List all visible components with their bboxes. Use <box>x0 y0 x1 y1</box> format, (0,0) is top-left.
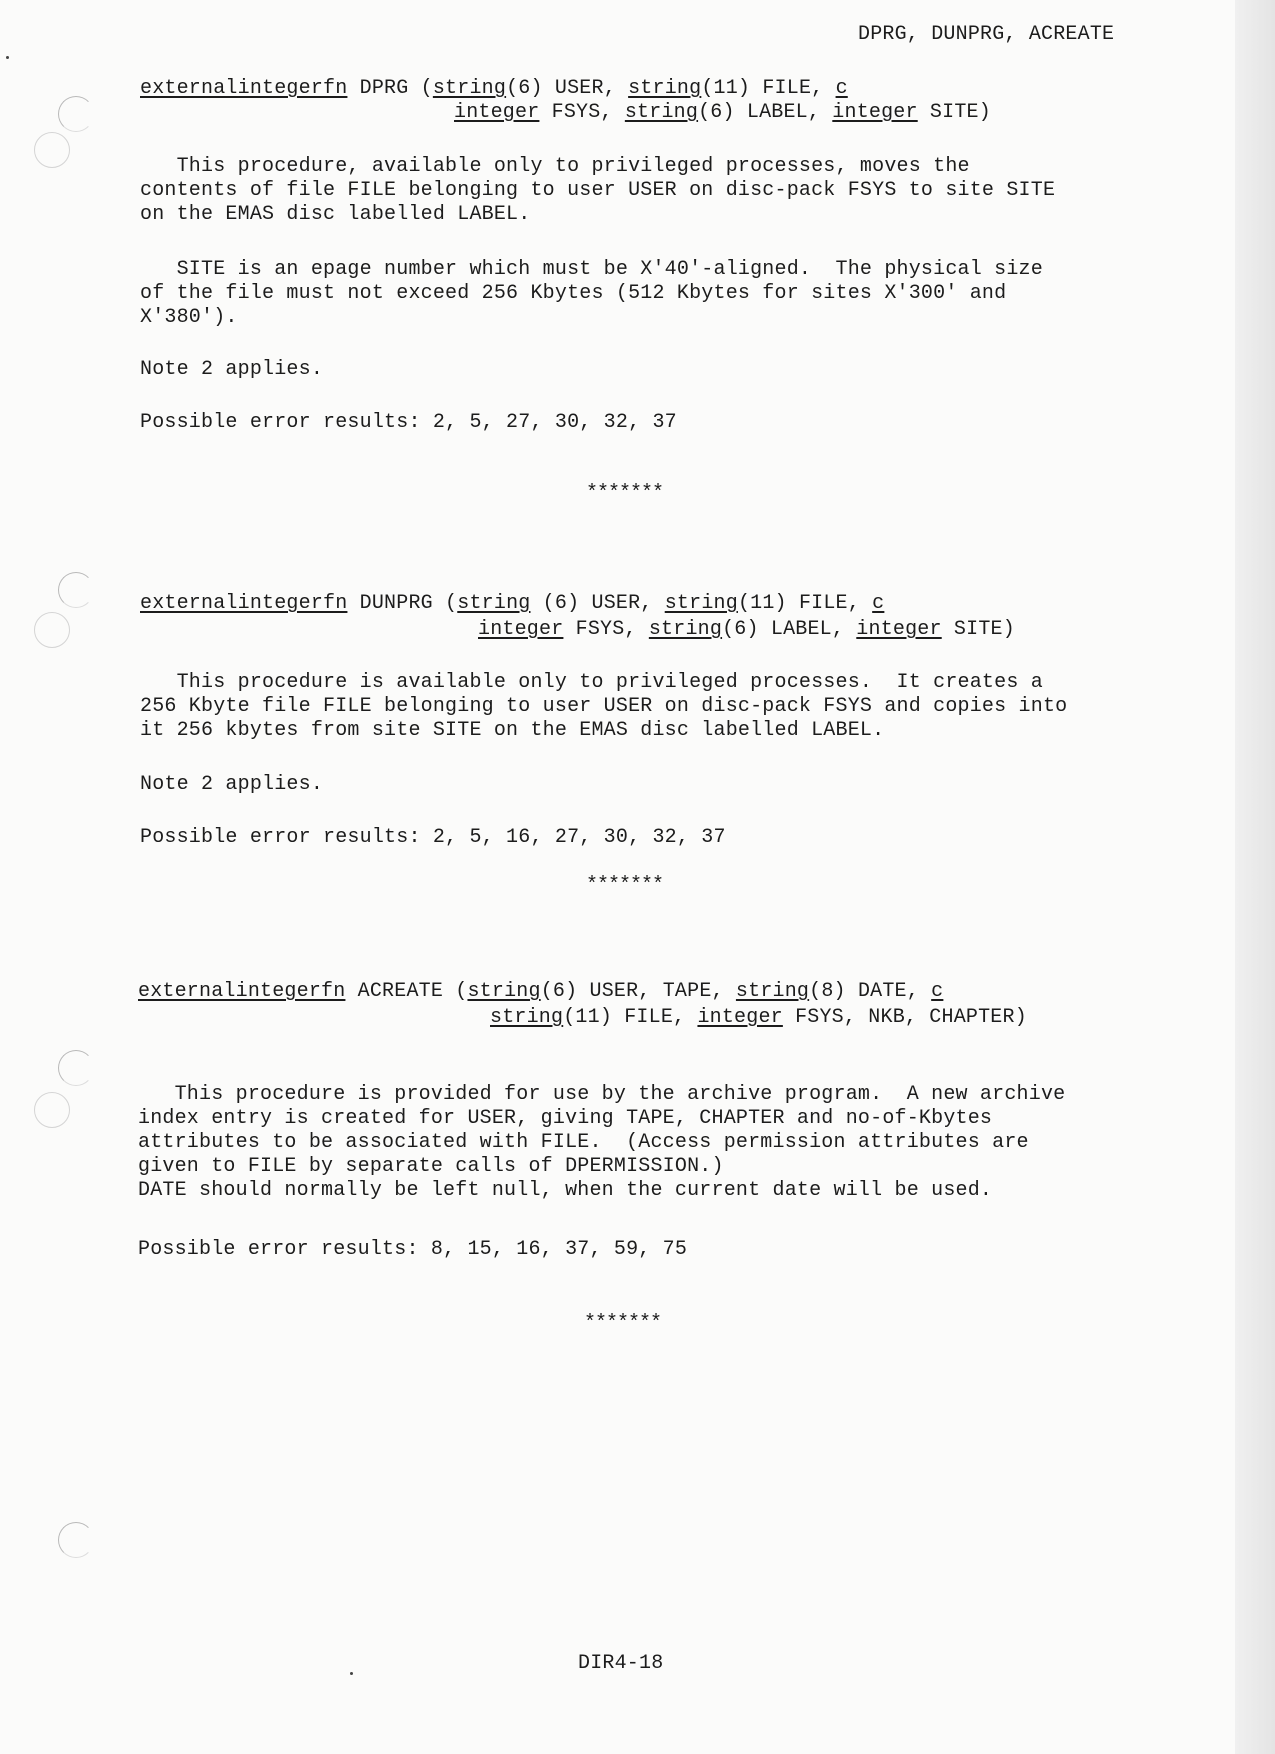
keyword-underlined: string <box>490 1006 564 1029</box>
text-line: Possible error results: 2, 5, 27, 30, 32, 37 <box>140 411 677 434</box>
signature-text: SITE) <box>941 618 1015 641</box>
signature-text: DUNPRG ( <box>347 592 458 615</box>
paper-speck <box>350 1672 353 1675</box>
keyword-underlined: integer <box>832 101 918 124</box>
keyword-underlined: string <box>432 77 507 100</box>
dprg-description <box>140 155 1055 227</box>
keyword-underlined: string <box>648 618 723 641</box>
dunprg-signature-line-1 <box>140 592 884 616</box>
dprg-signature-line-2 <box>454 101 991 125</box>
signature-text: (6) LABEL, <box>698 101 833 124</box>
keyword-underlined: integer <box>697 1006 783 1029</box>
keyword-underlined: c <box>872 592 885 615</box>
signature-text: FSYS, <box>563 618 649 641</box>
text-line: X'380'). <box>140 306 238 329</box>
separator-2: ******* <box>586 874 664 897</box>
keyword-underlined: string <box>735 980 810 1003</box>
dprg-note-applies <box>140 358 323 382</box>
acreate-description <box>138 1083 1065 1203</box>
text-line: SITE is an epage number which must be X'40'-aligned. The physical size <box>140 258 1043 281</box>
running-header: DPRG, DUNPRG, ACREATE <box>858 23 1115 46</box>
dprg-error-results <box>140 411 677 435</box>
dprg-site-note <box>140 258 1043 330</box>
text-line: Possible error results: 2, 5, 16, 27, 30, 32, 37 <box>140 826 726 849</box>
punch-hole-4 <box>34 612 70 648</box>
keyword-underlined: integer <box>454 101 540 124</box>
dunprg-description <box>140 671 1067 743</box>
page-number: DIR4-18 <box>578 1652 664 1675</box>
text-line: This procedure is available only to privileged processes. It creates a <box>140 671 1043 694</box>
dunprg-signature-line-2 <box>478 618 1015 642</box>
signature-text: (11) FILE, <box>701 77 836 100</box>
keyword-underlined: integer <box>856 618 942 641</box>
text-line: on the EMAS disc labelled LABEL. <box>140 203 531 226</box>
keyword-underlined: c <box>835 77 848 100</box>
punch-hole-7 <box>58 1522 94 1558</box>
paper-edge-shadow <box>1235 0 1275 1754</box>
paper-speck <box>6 56 9 59</box>
signature-text: (8) DATE, <box>809 980 932 1003</box>
text-line: Note 2 applies. <box>140 358 324 381</box>
punch-hole-6 <box>34 1092 70 1128</box>
text-line: given to FILE by separate calls of DPERMISSION.) <box>138 1155 724 1178</box>
keyword-underlined: string <box>457 592 531 615</box>
text-line: Note 2 applies. <box>140 773 324 796</box>
keyword-underlined: externalintegerfn <box>140 77 348 100</box>
keyword-underlined: externalintegerfn <box>140 592 348 615</box>
signature-text: (11) FILE, <box>563 1006 698 1029</box>
punch-hole-1 <box>58 96 94 132</box>
keyword-underlined: string <box>664 592 738 615</box>
keyword-underlined: externalintegerfn <box>138 980 346 1003</box>
text-line: This procedure is provided for use by the archive program. A new archive <box>138 1083 1066 1106</box>
text-line: index entry is created for USER, giving TAPE, CHAPTER and no-of-Kbytes <box>138 1107 993 1130</box>
text-line: attributes to be associated with FILE. (Access permission attributes are <box>138 1131 1029 1154</box>
keyword-underlined: string <box>467 980 541 1003</box>
acreate-error-results <box>138 1238 687 1262</box>
separator-1: ******* <box>586 482 664 505</box>
signature-text: (6) USER, TAPE, <box>540 980 736 1003</box>
signature-text: DPRG ( <box>347 77 433 100</box>
dunprg-error-results <box>140 826 726 850</box>
keyword-underlined: c <box>931 980 944 1003</box>
text-line: DATE should normally be left null, when the current date will be used. <box>138 1179 993 1202</box>
signature-text: (6) LABEL, <box>722 618 857 641</box>
acreate-signature-line-1 <box>138 980 943 1004</box>
punch-hole-3 <box>58 572 94 608</box>
signature-text: FSYS, NKB, CHAPTER) <box>782 1006 1027 1029</box>
dunprg-note-applies <box>140 773 323 797</box>
keyword-underlined: string <box>628 77 702 100</box>
punch-hole-2 <box>34 132 70 168</box>
signature-text: ACREATE ( <box>345 980 468 1003</box>
text-line: of the file must not exceed 256 Kbytes (512 Kbytes for sites X'300' and <box>140 282 1007 305</box>
text-line: This procedure, available only to privileged processes, moves the <box>140 155 970 178</box>
dprg-signature-line-1 <box>140 77 848 101</box>
acreate-signature-line-2 <box>490 1006 1027 1030</box>
signature-text: (6) USER, <box>506 77 629 100</box>
separator-3: ******* <box>584 1312 662 1335</box>
signature-text: (11) FILE, <box>737 592 873 615</box>
signature-text: SITE) <box>917 101 991 124</box>
text-line: contents of file FILE belonging to user USER on disc-pack FSYS to site SITE <box>140 179 1056 202</box>
keyword-underlined: string <box>624 101 699 124</box>
keyword-underlined: integer <box>478 618 564 641</box>
punch-hole-5 <box>58 1050 94 1086</box>
signature-text: (6) USER, <box>530 592 665 615</box>
text-line: it 256 kbytes from site SITE on the EMAS disc labelled LABEL. <box>140 719 885 742</box>
text-line: Possible error results: 8, 15, 16, 37, 59, 75 <box>138 1238 688 1261</box>
text-line: 256 Kbyte file FILE belonging to user USER on disc-pack FSYS and copies into <box>140 695 1068 718</box>
signature-text: FSYS, <box>539 101 625 124</box>
